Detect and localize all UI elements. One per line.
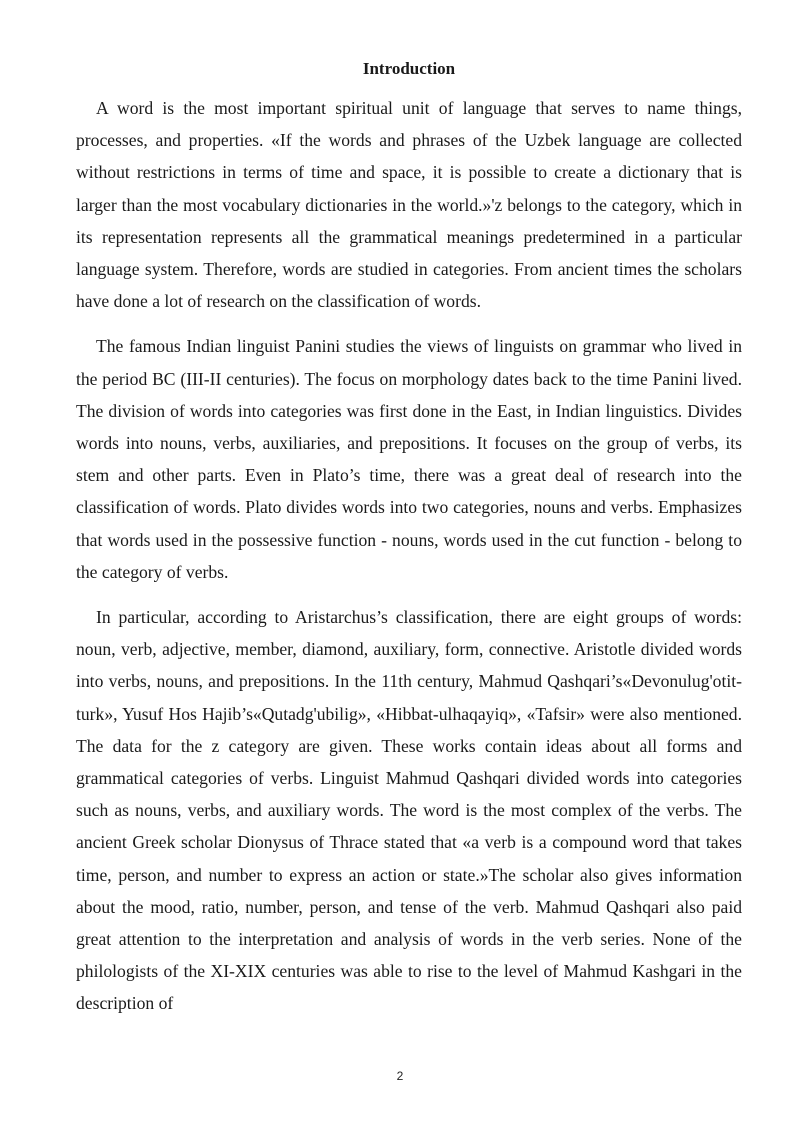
page-number: 2 — [396, 1069, 404, 1083]
page-title: Introduction — [362, 59, 456, 78]
paragraph-1: A word is the most important spiritual unit of language that serves to name things, processes, and properties. «If the words and phrases of the Uzbek language are collected without restrictions in terms of time and space, it is possible to create a dictionary that is larger than the most vocabulary dictionaries in the world.»'z belongs to the category, which in its representation represents all the grammatical meanings predetermined in a particular language system. Therefore, words are studied in categories. From ancient times the scholars have done a lot of research on the classification of words. — [76, 98, 742, 312]
paragraph-2: The famous Indian linguist Panini studies the views of linguists on grammar who lived in the period BC (III-II centuries). The focus on morphology dates back to the time Panini lived. The division of words into categories was first done in the East, in Indian linguistics. Divides words into nouns, verbs, auxiliaries, and prepositions. It focuses on the group of verbs, its stem and other parts. Even in Plato’s time, there was a great deal of research into the classification of words. Plato divides words into two categories, nouns and verbs. Emphasizes that words used in the possessive function - nouns, words used in the cut function - belong to the category of verbs. — [76, 336, 742, 582]
document-page — [76, 56, 742, 1033]
paragraph-3: In particular, according to Aristarchus’s classification, there are eight groups of words: noun, verb, adjective, member, diamond, auxiliary, form, connective. Aristotle divided words into verbs, nouns, and prepositions. In the 11th century, Mahmud Qashqari’s«Devonulug'otit-turk», Yusuf Hos Hajib’s«Qutadg'ubilig», «Hibbat-ulhaqayiq», «Tafsir» were also mentioned. The data for the z category are given. These works contain ideas about all forms and grammatical categories of verbs. Linguist Mahmud Qashqari divided words into categories such as nouns, verbs, and auxiliary words. The word is the most complex of the verbs. The ancient Greek scholar Dionysus of Thrace stated that «a verb is a compound word that takes time, person, and number to express an action or state.»The scholar also gives information about the mood, ratio, number, person, and tense of the verb. Mahmud Qashqari also paid great attention to the interpretation and analysis of words in the verb series. None of the philologists of the XI-XIX centuries was able to rise to the level of Mahmud Kashgari in the description of — [76, 607, 742, 1014]
